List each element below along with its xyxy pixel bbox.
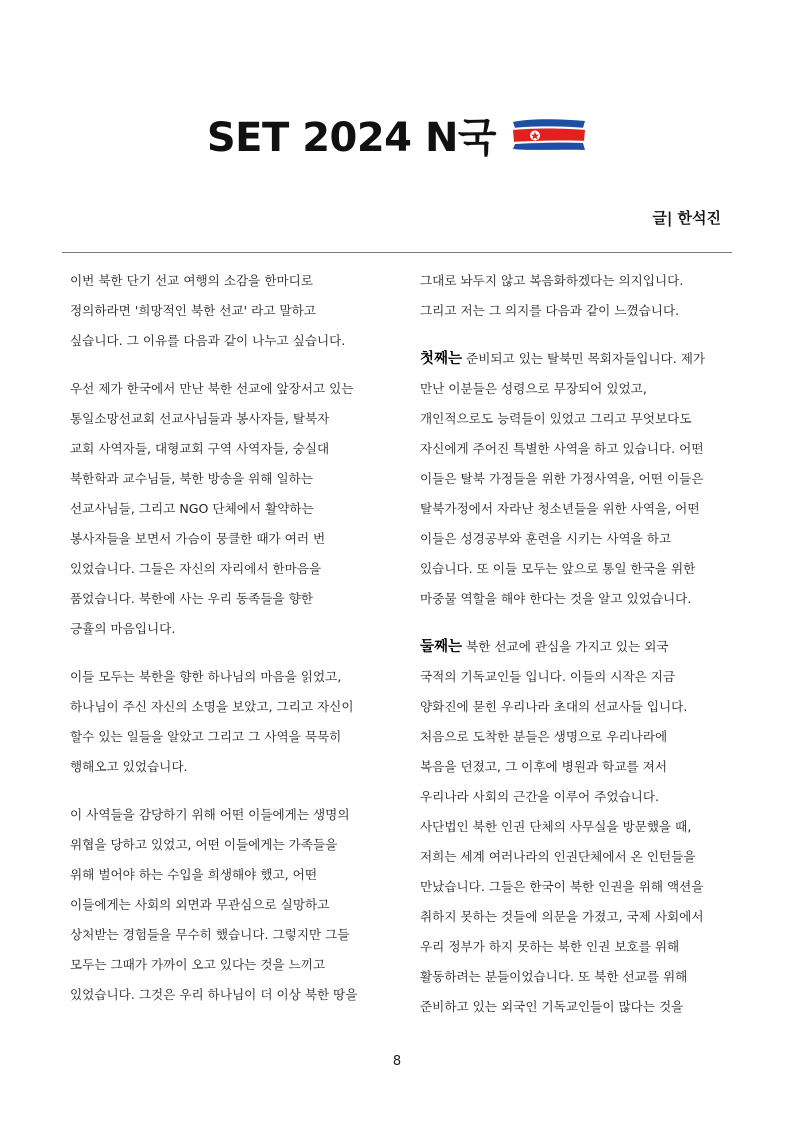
text-line: 그리고 저는 그 의지를 다음과 같이 느꼈습니다. — [420, 303, 680, 318]
left-column — [70, 266, 390, 1010]
text-line: 하나님이 주신 자신의 소명을 보았고, 그리고 자신이 — [70, 699, 354, 714]
text-line: 이들은 탈북 가정들을 위한 가정사역을, 어떤 이들은 — [420, 471, 704, 486]
text-line: 있습니다. 또 이들 모두는 앞으로 통일 한국을 위한 — [420, 561, 696, 576]
text-line: 준비하고 있는 외국인 기독교인들이 많다는 것을 — [420, 999, 684, 1014]
text-run: 북한 선교에 관심을 가지고 있는 외국 — [462, 639, 669, 654]
paragraph — [70, 662, 390, 782]
text-line: 이 사역들을 감당하기 위해 어떤 이들에게는 생명의 — [70, 807, 350, 822]
text-line: 만났습니다. 그들은 한국이 북한 인권을 위해 액션을 — [420, 879, 704, 894]
text-line: 교회 사역자들, 대형교회 구역 사역자들, 숭실대 — [70, 441, 330, 456]
text-line: 우리나라 사회의 근간을 이루어 주었습니다. — [420, 789, 659, 804]
text-line: 만난 이분들은 성령으로 무장되어 있었고, — [420, 381, 647, 396]
text-line: 개인적으로도 능력들이 있었고 그리고 무엇보다도 — [420, 411, 692, 426]
text-line: 탈북가정에서 자라난 청소년들을 위한 사역을, 어떤 — [420, 501, 700, 516]
text-line: 양화진에 묻힌 우리나라 초대의 선교사들 입니다. — [420, 699, 688, 714]
text-line: 이들은 성경공부와 훈련을 시키는 사역을 하고 — [420, 531, 672, 546]
text-line: 복음을 던졌고, 그 이후에 병원과 학교를 져서 — [420, 759, 668, 774]
text-line: 품었습니다. 북한에 사는 우리 동족들을 향한 — [70, 591, 313, 606]
text-line: 위협을 당하고 있었고, 어떤 이들에게는 가족들을 — [70, 837, 338, 852]
author-credit: 글| 한석진 — [652, 209, 721, 227]
text-line: 저희는 세계 여러나라의 인권단체에서 온 인턴들을 — [420, 849, 696, 864]
text-line: 정의하라면 '희망적인 북한 선교' 라고 말하고 — [70, 303, 316, 318]
text-line: 처음으로 도착한 분들은 생명으로 우리나라에 — [420, 729, 668, 744]
header-divider — [62, 252, 732, 253]
text-line: 이번 북한 단기 선교 여행의 소감을 한마디로 — [70, 273, 313, 288]
text-line: 마중물 역할을 해야 한다는 것을 알고 있었습니다. — [420, 591, 692, 606]
paragraph — [420, 266, 730, 326]
text-line: 국적의 기독교인들 입니다. 이들의 시작은 지금 — [420, 669, 676, 684]
text-line: 우리 정부가 하지 못하는 북한 인권 보호를 위해 — [420, 939, 680, 954]
north-korea-flag-icon — [511, 116, 587, 154]
text-line: 그대로 놔두지 않고 복음화하겠다는 의지입니다. — [420, 273, 684, 288]
text-line: 모두는 그때가 가까이 오고 있다는 것을 느끼고 — [70, 957, 326, 972]
text-line: 활동하려는 분들이었습니다. 또 북한 선교를 위해 — [420, 969, 688, 984]
text-line: 북한학과 교수님들, 북한 방송을 위해 일하는 — [70, 471, 313, 486]
text-line: 봉사자들을 보면서 가슴이 뭉클한 때가 여러 번 — [70, 531, 326, 546]
paragraph-second — [420, 632, 730, 1022]
text-line: 통일소망선교회 선교사님들과 봉사자들, 탈북자 — [70, 411, 330, 426]
section-lead-second: 둘째는 — [420, 639, 463, 655]
text-line: 사단법인 북한 인권 단체의 사무실을 방문했을 때, — [420, 819, 692, 834]
paragraph-first — [420, 344, 730, 614]
title-row — [0, 106, 794, 163]
text-line: 싶습니다. 그 이유를 다음과 같이 나누고 싶습니다. — [70, 333, 346, 348]
text-line: 있었습니다. 그들은 자신의 자리에서 한마음을 — [70, 561, 322, 576]
text-line: 취하지 못하는 것들에 의문을 가졌고, 국제 사회에서 — [420, 909, 704, 924]
page-title: SET 2024 N국 — [206, 115, 497, 161]
text-line: 자신에게 주어진 특별한 사역을 하고 있습니다. 어떤 — [420, 441, 704, 456]
text-line — [420, 344, 730, 374]
page-number: 8 — [392, 1054, 402, 1069]
text-run: 준비되고 있는 탈북민 목회자들입니다. 제가 — [462, 351, 706, 366]
text-line: 이들에게는 사회의 외면과 무관심으로 실망하고 — [70, 897, 330, 912]
paragraph — [70, 800, 390, 1010]
paragraph — [70, 374, 390, 644]
text-line: 할수 있는 일들을 알았고 그리고 그 사역을 묵묵히 — [70, 729, 342, 744]
text-line: 행해오고 있었습니다. — [70, 759, 188, 774]
text-line: 긍휼의 마음입니다. — [70, 621, 176, 636]
text-line: 위해 벌어야 하는 수입을 희생해야 했고, 어떤 — [70, 867, 318, 882]
text-line: 이들 모두는 북한을 향한 하나님의 마음을 읽었고, — [70, 669, 342, 684]
right-column — [420, 266, 730, 1022]
text-line: 우선 제가 한국에서 만난 북한 선교에 앞장서고 있는 — [70, 381, 354, 396]
text-line: 있었습니다. 그것은 우리 하나님이 더 이상 북한 땅을 — [70, 987, 358, 1002]
text-line: 상처받는 경험들을 무수히 했습니다. 그렇지만 그들 — [70, 927, 350, 942]
paragraph — [70, 266, 390, 356]
text-line: 선교사님들, 그리고 NGO 단체에서 활약하는 — [70, 501, 314, 516]
section-lead-first: 첫째는 — [420, 351, 463, 367]
text-line — [420, 632, 730, 662]
